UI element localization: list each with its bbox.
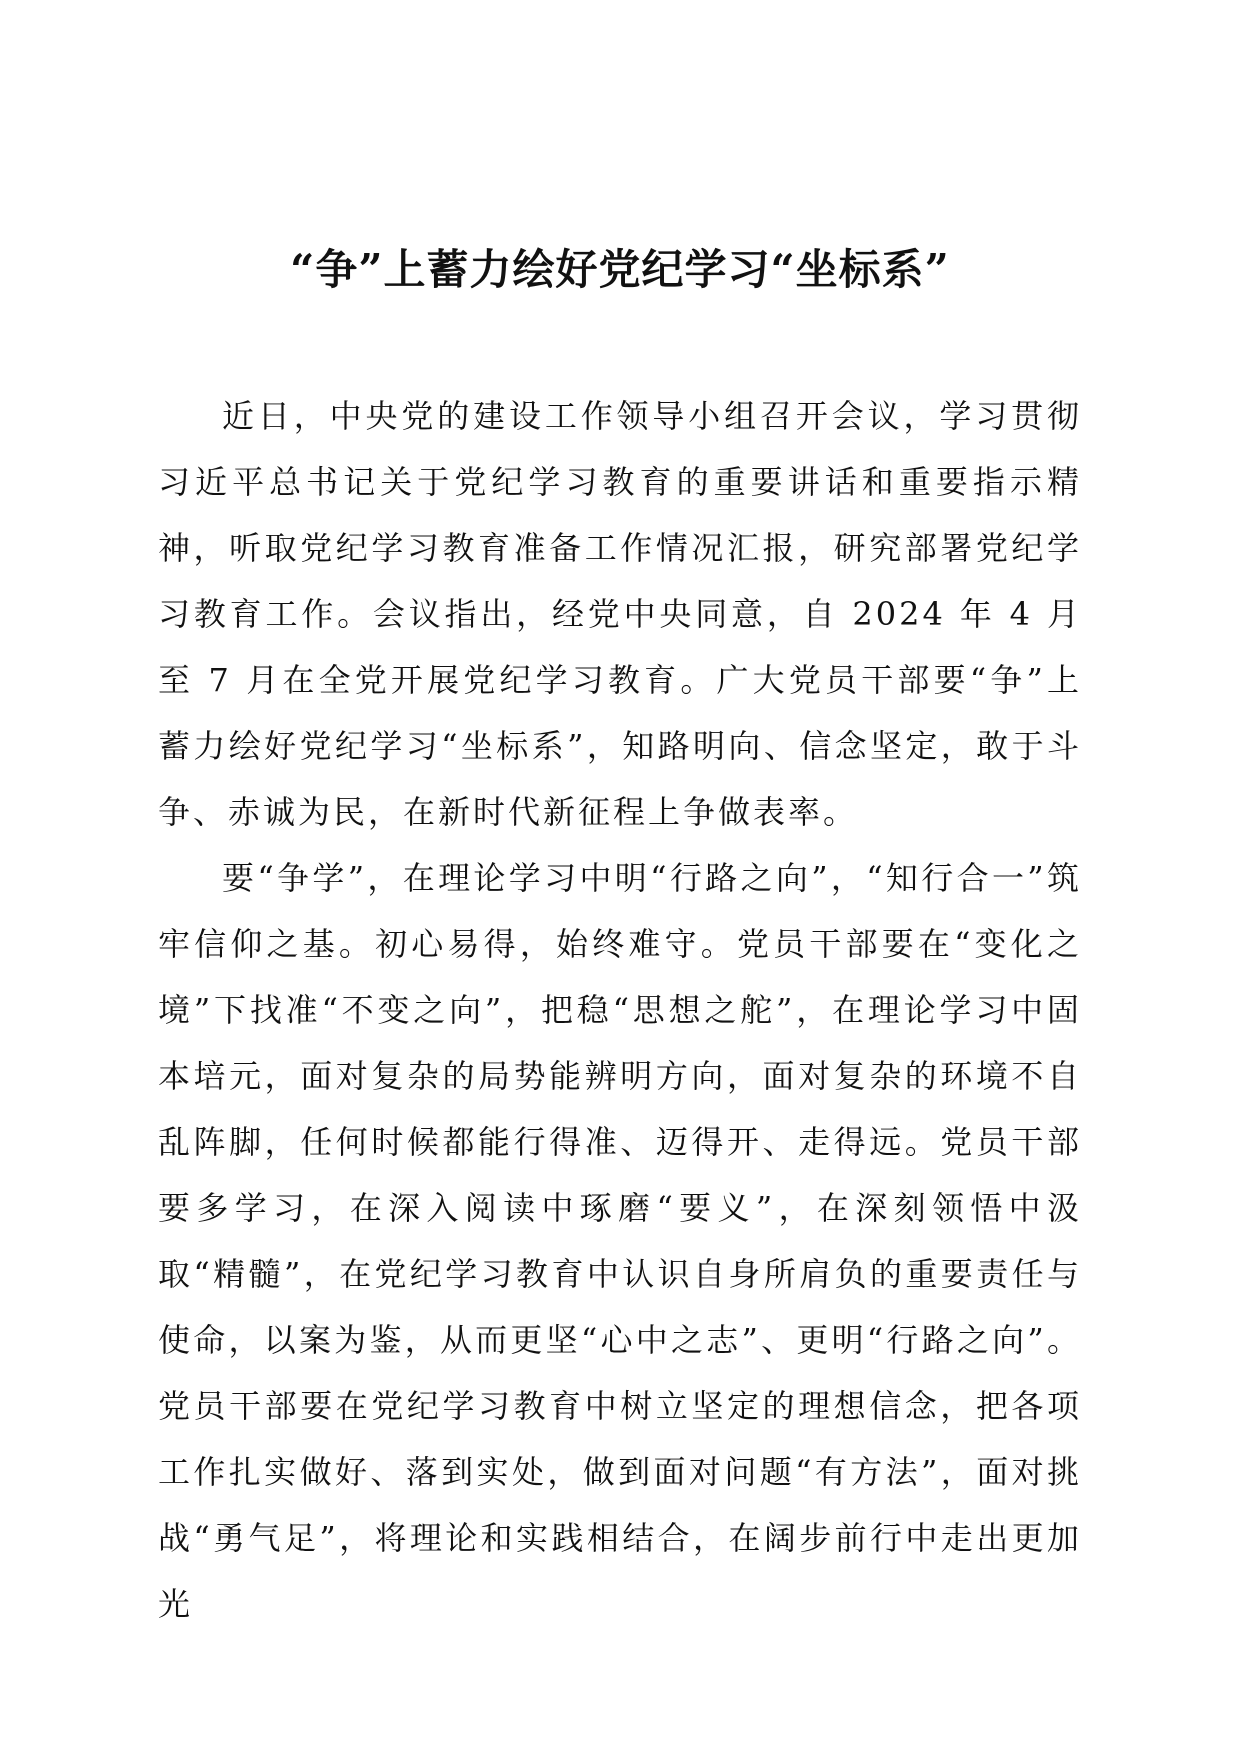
document-body	[158, 383, 1082, 1637]
paragraph-1: 近日，中央党的建设工作领导小组召开会议，学习贯彻习近平总书记关于党纪学习教育的重要讲话和重要指示精神，听取党纪学习教育准备工作情况汇报，研究部署党纪学习教育工作。会议指出，经党中央同意，自 2024 年 4 月至 7 月在全党开展党纪学习教育。广大党员干部要“争”上蓄力绘好党纪学习“坐标系”，知路明向、信念坚定，敢于斗争、赤诚为民，在新时代新征程上争做表率。	[158, 397, 1082, 831]
paragraph-2: 要“争学”，在理论学习中明“行路之向”，“知行合一”筑牢信仰之基。初心易得，始终难守。党员干部要在“变化之境”下找准“不变之向”，把稳“思想之舵”，在理论学习中固本培元，面对复杂的局势能辨明方向，面对复杂的环境不自乱阵脚，任何时候都能行得准、迈得开、走得远。党员干部要多学习，在深入阅读中琢磨“要义”，在深刻领悟中汲取“精髓”，在党纪学习教育中认识自身所肩负的重要责任与使命，以案为鉴，从而更坚“心中之志”、更明“行路之向”。党员干部要在党纪学习教育中树立坚定的理想信念，把各项工作扎实做好、落到实处，做到面对问题“有方法”，面对挑战“勇气足”，将理论和实践相结合，在阔步前行中走出更加光	[158, 859, 1082, 1623]
document-title: “争”上蓄力绘好党纪学习“坐标系”	[290, 245, 950, 294]
